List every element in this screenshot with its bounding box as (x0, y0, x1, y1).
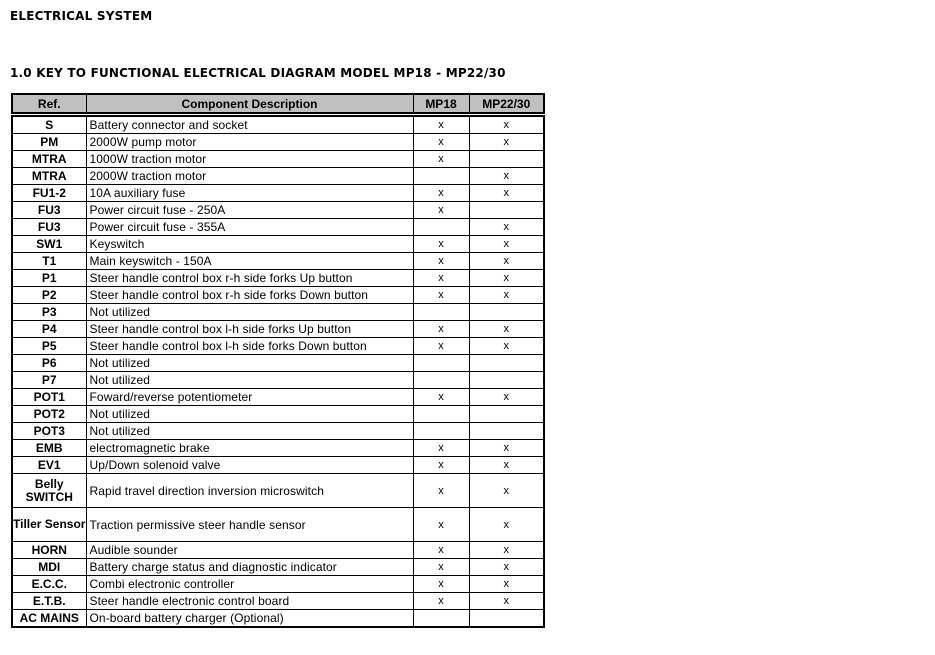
table-row (12, 287, 544, 304)
row-mp18-mark: x (413, 270, 469, 287)
row-ref: SW1 (12, 236, 86, 253)
row-mp22-mark: x (469, 253, 544, 270)
row-description: On-board battery charger (Optional) (86, 610, 413, 628)
row-ref: AC MAINS (12, 610, 86, 628)
row-mp18-mark (413, 610, 469, 628)
column-header-description: Component Description (86, 94, 413, 113)
row-mp22-mark: x (469, 287, 544, 304)
row-mp22-mark (469, 610, 544, 628)
row-ref: EMB (12, 440, 86, 457)
row-description: Not utilized (86, 406, 413, 423)
table-row (12, 185, 544, 202)
row-mp18-mark: x (413, 508, 469, 542)
table-row (12, 134, 544, 151)
table-row (12, 355, 544, 372)
table-row (12, 457, 544, 474)
column-header-mp22: MP22/30 (469, 94, 544, 113)
row-mp22-mark: x (469, 559, 544, 576)
row-mp18-mark (413, 304, 469, 321)
row-description: Battery charge status and diagnostic indicator (86, 559, 413, 576)
row-mp18-mark: x (413, 116, 469, 134)
table-row (12, 406, 544, 423)
table-row (12, 576, 544, 593)
row-description: 10A auxiliary fuse (86, 185, 413, 202)
row-mp18-mark: x (413, 457, 469, 474)
row-ref: P1 (12, 270, 86, 287)
row-mp18-mark: x (413, 202, 469, 219)
table-title: 1.0 KEY TO FUNCTIONAL ELECTRICAL DIAGRAM MODEL MP18 - MP22/30 (10, 66, 506, 80)
row-description: Not utilized (86, 304, 413, 321)
table-row (12, 423, 544, 440)
row-mp22-mark (469, 372, 544, 389)
row-ref: MDI (12, 559, 86, 576)
row-mp18-mark: x (413, 542, 469, 559)
row-ref: FU3 (12, 202, 86, 219)
table-header (11, 93, 545, 114)
row-mp18-mark: x (413, 576, 469, 593)
row-mp22-mark: x (469, 542, 544, 559)
row-mp22-mark: x (469, 576, 544, 593)
table-row (12, 168, 544, 185)
row-mp18-mark: x (413, 593, 469, 610)
row-mp18-mark: x (413, 134, 469, 151)
row-description: Rapid travel direction inversion microswitch (86, 474, 413, 508)
row-mp22-mark: x (469, 457, 544, 474)
component-table (11, 115, 545, 628)
section-heading: ELECTRICAL SYSTEM (10, 9, 153, 23)
column-header-ref: Ref. (12, 94, 86, 113)
table-row (12, 304, 544, 321)
row-description: Traction permissive steer handle sensor (86, 508, 413, 542)
row-ref: PM (12, 134, 86, 151)
row-ref: P3 (12, 304, 86, 321)
row-description: Steer handle control box r-h side forks Up button (86, 270, 413, 287)
table-row (12, 116, 544, 134)
row-description: Battery connector and socket (86, 116, 413, 134)
row-ref: S (12, 116, 86, 134)
row-description: Not utilized (86, 423, 413, 440)
row-ref: Tiller Sensor (12, 508, 86, 542)
row-mp18-mark: x (413, 151, 469, 168)
table-row (12, 219, 544, 236)
row-ref: P2 (12, 287, 86, 304)
table-row (12, 474, 544, 508)
table-row (12, 610, 544, 628)
row-description: 1000W traction motor (86, 151, 413, 168)
table-row (12, 270, 544, 287)
row-mp18-mark: x (413, 236, 469, 253)
row-description: Main keyswitch - 150A (86, 253, 413, 270)
row-description: Steer handle control box l-h side forks Up button (86, 321, 413, 338)
row-mp18-mark: x (413, 440, 469, 457)
row-description: Power circuit fuse - 250A (86, 202, 413, 219)
row-description: Combi electronic controller (86, 576, 413, 593)
row-description: Steer handle control box l-h side forks Down button (86, 338, 413, 355)
row-mp22-mark (469, 202, 544, 219)
table-row (12, 593, 544, 610)
component-table-body (12, 116, 544, 627)
row-description: Steer handle control box r-h side forks Down button (86, 287, 413, 304)
row-mp18-mark: x (413, 287, 469, 304)
row-mp18-mark (413, 355, 469, 372)
row-mp22-mark (469, 406, 544, 423)
row-description: Up/Down solenoid valve (86, 457, 413, 474)
row-mp22-mark (469, 304, 544, 321)
row-mp18-mark: x (413, 321, 469, 338)
row-mp18-mark: x (413, 338, 469, 355)
table-row (12, 389, 544, 406)
column-header-mp18: MP18 (413, 94, 469, 113)
table-row (12, 253, 544, 270)
row-mp18-mark: x (413, 559, 469, 576)
row-ref: P5 (12, 338, 86, 355)
row-ref: FU3 (12, 219, 86, 236)
row-description: 2000W pump motor (86, 134, 413, 151)
row-mp18-mark: x (413, 253, 469, 270)
row-mp22-mark: x (469, 440, 544, 457)
row-ref: HORN (12, 542, 86, 559)
row-mp22-mark: x (469, 508, 544, 542)
row-mp18-mark (413, 423, 469, 440)
row-mp22-mark: x (469, 236, 544, 253)
row-mp18-mark (413, 372, 469, 389)
row-ref: P4 (12, 321, 86, 338)
table-row (12, 440, 544, 457)
row-mp22-mark: x (469, 389, 544, 406)
row-ref: POT1 (12, 389, 86, 406)
table-row (12, 559, 544, 576)
row-description: 2000W traction motor (86, 168, 413, 185)
table-row (12, 321, 544, 338)
row-mp22-mark: x (469, 116, 544, 134)
row-ref: MTRA (12, 168, 86, 185)
row-mp22-mark (469, 355, 544, 372)
row-ref: POT3 (12, 423, 86, 440)
row-mp18-mark (413, 219, 469, 236)
row-ref: FU1-2 (12, 185, 86, 202)
row-mp22-mark (469, 423, 544, 440)
row-mp22-mark: x (469, 168, 544, 185)
row-description: Not utilized (86, 372, 413, 389)
row-ref: E.C.C. (12, 576, 86, 593)
row-ref: EV1 (12, 457, 86, 474)
table-row (12, 338, 544, 355)
row-description: electromagnetic brake (86, 440, 413, 457)
row-mp22-mark (469, 151, 544, 168)
row-description: Keyswitch (86, 236, 413, 253)
row-mp22-mark: x (469, 321, 544, 338)
row-description: Foward/reverse potentiometer (86, 389, 413, 406)
row-mp22-mark: x (469, 134, 544, 151)
row-ref: POT2 (12, 406, 86, 423)
table-row (12, 372, 544, 389)
row-ref: P6 (12, 355, 86, 372)
row-mp22-mark: x (469, 185, 544, 202)
table-row (12, 542, 544, 559)
table-row (12, 151, 544, 168)
row-ref: E.T.B. (12, 593, 86, 610)
row-mp22-mark: x (469, 338, 544, 355)
row-mp18-mark: x (413, 185, 469, 202)
row-description: Power circuit fuse - 355A (86, 219, 413, 236)
row-mp22-mark: x (469, 219, 544, 236)
row-ref: T1 (12, 253, 86, 270)
table-row (12, 236, 544, 253)
row-mp18-mark (413, 406, 469, 423)
header-row (12, 94, 544, 113)
row-mp18-mark (413, 168, 469, 185)
row-description: Audible sounder (86, 542, 413, 559)
row-mp18-mark: x (413, 389, 469, 406)
row-description: Not utilized (86, 355, 413, 372)
table-row (12, 202, 544, 219)
table-row (12, 508, 544, 542)
row-ref: Belly SWITCH (12, 474, 86, 508)
row-ref: MTRA (12, 151, 86, 168)
row-ref: P7 (12, 372, 86, 389)
row-mp18-mark: x (413, 474, 469, 508)
row-mp22-mark: x (469, 474, 544, 508)
row-description: Steer handle electronic control board (86, 593, 413, 610)
row-mp22-mark: x (469, 270, 544, 287)
row-mp22-mark: x (469, 593, 544, 610)
